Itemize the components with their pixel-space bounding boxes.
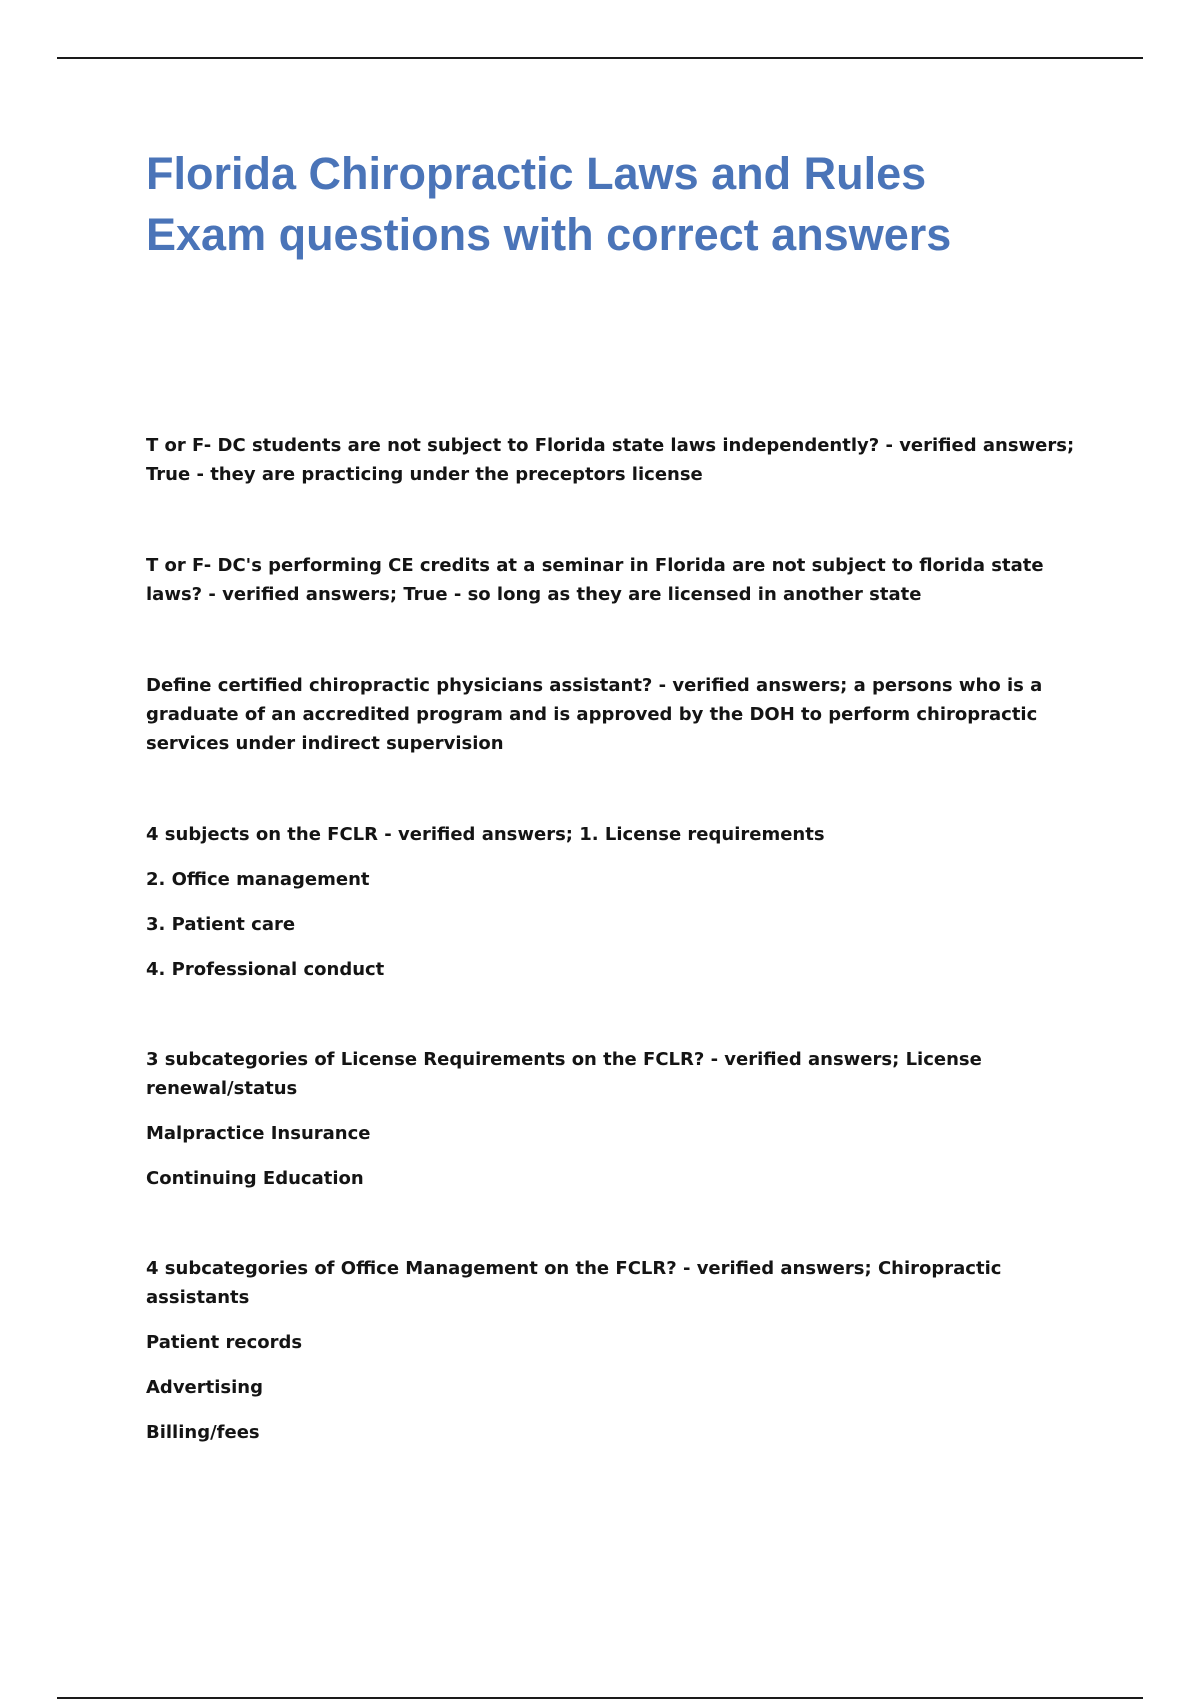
header-rule <box>57 57 1143 59</box>
qa-entry-5 <box>146 1045 1096 1193</box>
footer-rule <box>57 1697 1143 1699</box>
qa-list <box>146 431 1096 1447</box>
qa-entry-3 <box>146 671 1096 758</box>
list-item: Billing/fees <box>146 1422 260 1443</box>
qa-entry-6 <box>146 1254 1096 1447</box>
list-item: Advertising <box>146 1377 263 1398</box>
list-item: 2. Office management <box>146 869 370 890</box>
list-item: Malpractice Insurance <box>146 1123 371 1144</box>
title-line-1: Florida Chiropractic Laws and Rules <box>146 148 927 199</box>
qa-text: 4 subjects on the FCLR - verified answers; 1. License requirements <box>146 824 825 845</box>
qa-text: T or F- DC students are not subject to Florida state laws independently? - verified answers; True - they are practicing under the preceptors license <box>146 435 1075 485</box>
qa-text: Define certified chiropractic physicians assistant? - verified answers; a persons who is a graduate of an accredited program and is approved by the DOH to perform chiropractic services under indirect supervision <box>146 675 1043 754</box>
document-title <box>146 143 1106 265</box>
qa-text: T or F- DC's performing CE credits at a seminar in Florida are not subject to florida state laws? - verified answers; True - so long as they are licensed in another state <box>146 555 1044 605</box>
list-item: Continuing Education <box>146 1168 364 1189</box>
qa-text: 3 subcategories of License Requirements on the FCLR? - verified answers; License renewal/status <box>146 1049 982 1099</box>
list-item: 4. Professional conduct <box>146 959 385 980</box>
list-item: 3. Patient care <box>146 914 296 935</box>
title-line-2: Exam questions with correct answers <box>146 209 952 260</box>
list-item: Patient records <box>146 1332 303 1353</box>
qa-entry-4 <box>146 820 1096 984</box>
qa-entry-2 <box>146 551 1096 609</box>
qa-text: 4 subcategories of Office Management on the FCLR? - verified answers; Chiropractic assistants <box>146 1258 1002 1308</box>
qa-entry-1 <box>146 431 1096 489</box>
